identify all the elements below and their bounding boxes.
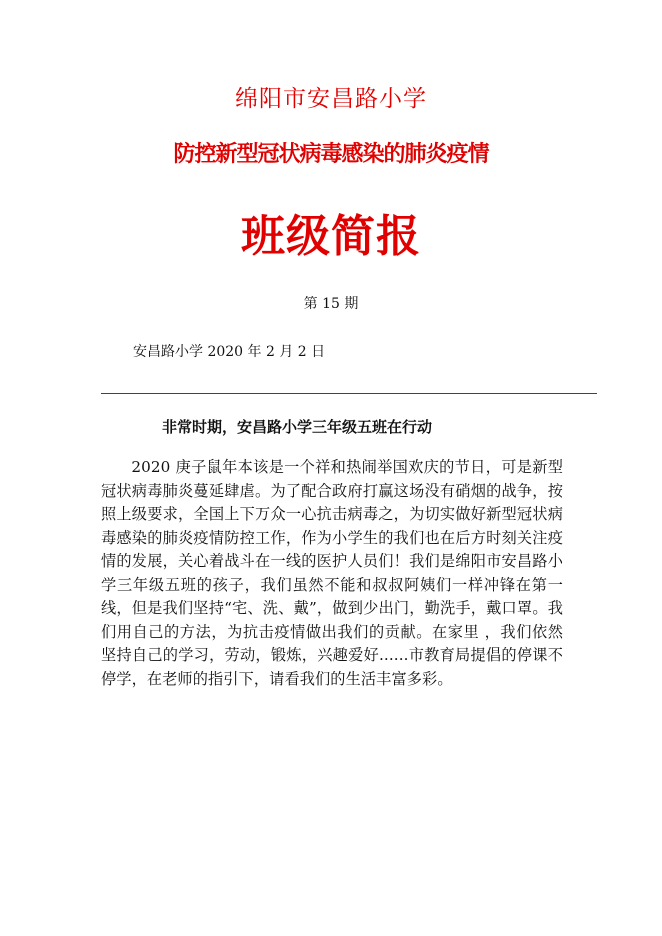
school-name: 绵阳市安昌路小学 (235, 86, 427, 112)
publish-dateline: 安昌路小学 2020 年 2 月 2 日 (133, 344, 326, 360)
article-body: 2020 庚子鼠年本该是一个祥和热闹举国欢庆的节日，可是新型冠状病毒肺炎蔓延肆虐。为了配合政府打赢这场没有硝烟的战争，按照上级要求，全国上下万众一心抗击病毒之，为切实做好新型冠状病毒感染的肺炎疫情防控工作，作为小学生的我们也在后方时刻关注疫情的发展，关心着战斗在一线的医护人员们！我们是绵阳市安昌路小学三年级五班的孩子，我们虽然不能和叔叔阿姨们一样冲锋在第一线，但是我们坚持“宅、洗、戴”，做到少出门，勤洗手，戴口罩。我们用自己的方法，为抗击疫情做出我们的贡献。在家里 ，我们依然坚持自己的学习，劳动，锻炼，兴趣爱好......市教育局提倡的停课不停学，在老师的指引下，请看我们的生活丰富多彩。 (101, 458, 563, 688)
article-title: 非常时期，安昌路小学三年级五班在行动 (162, 418, 433, 436)
bulletin-title: 班级简报 (241, 211, 421, 262)
bulletin-subtitle: 防控新型冠状病毒感染的肺炎疫情 (173, 142, 489, 167)
issue-number: 第 15 期 (303, 296, 359, 312)
red-divider-line (101, 393, 597, 394)
